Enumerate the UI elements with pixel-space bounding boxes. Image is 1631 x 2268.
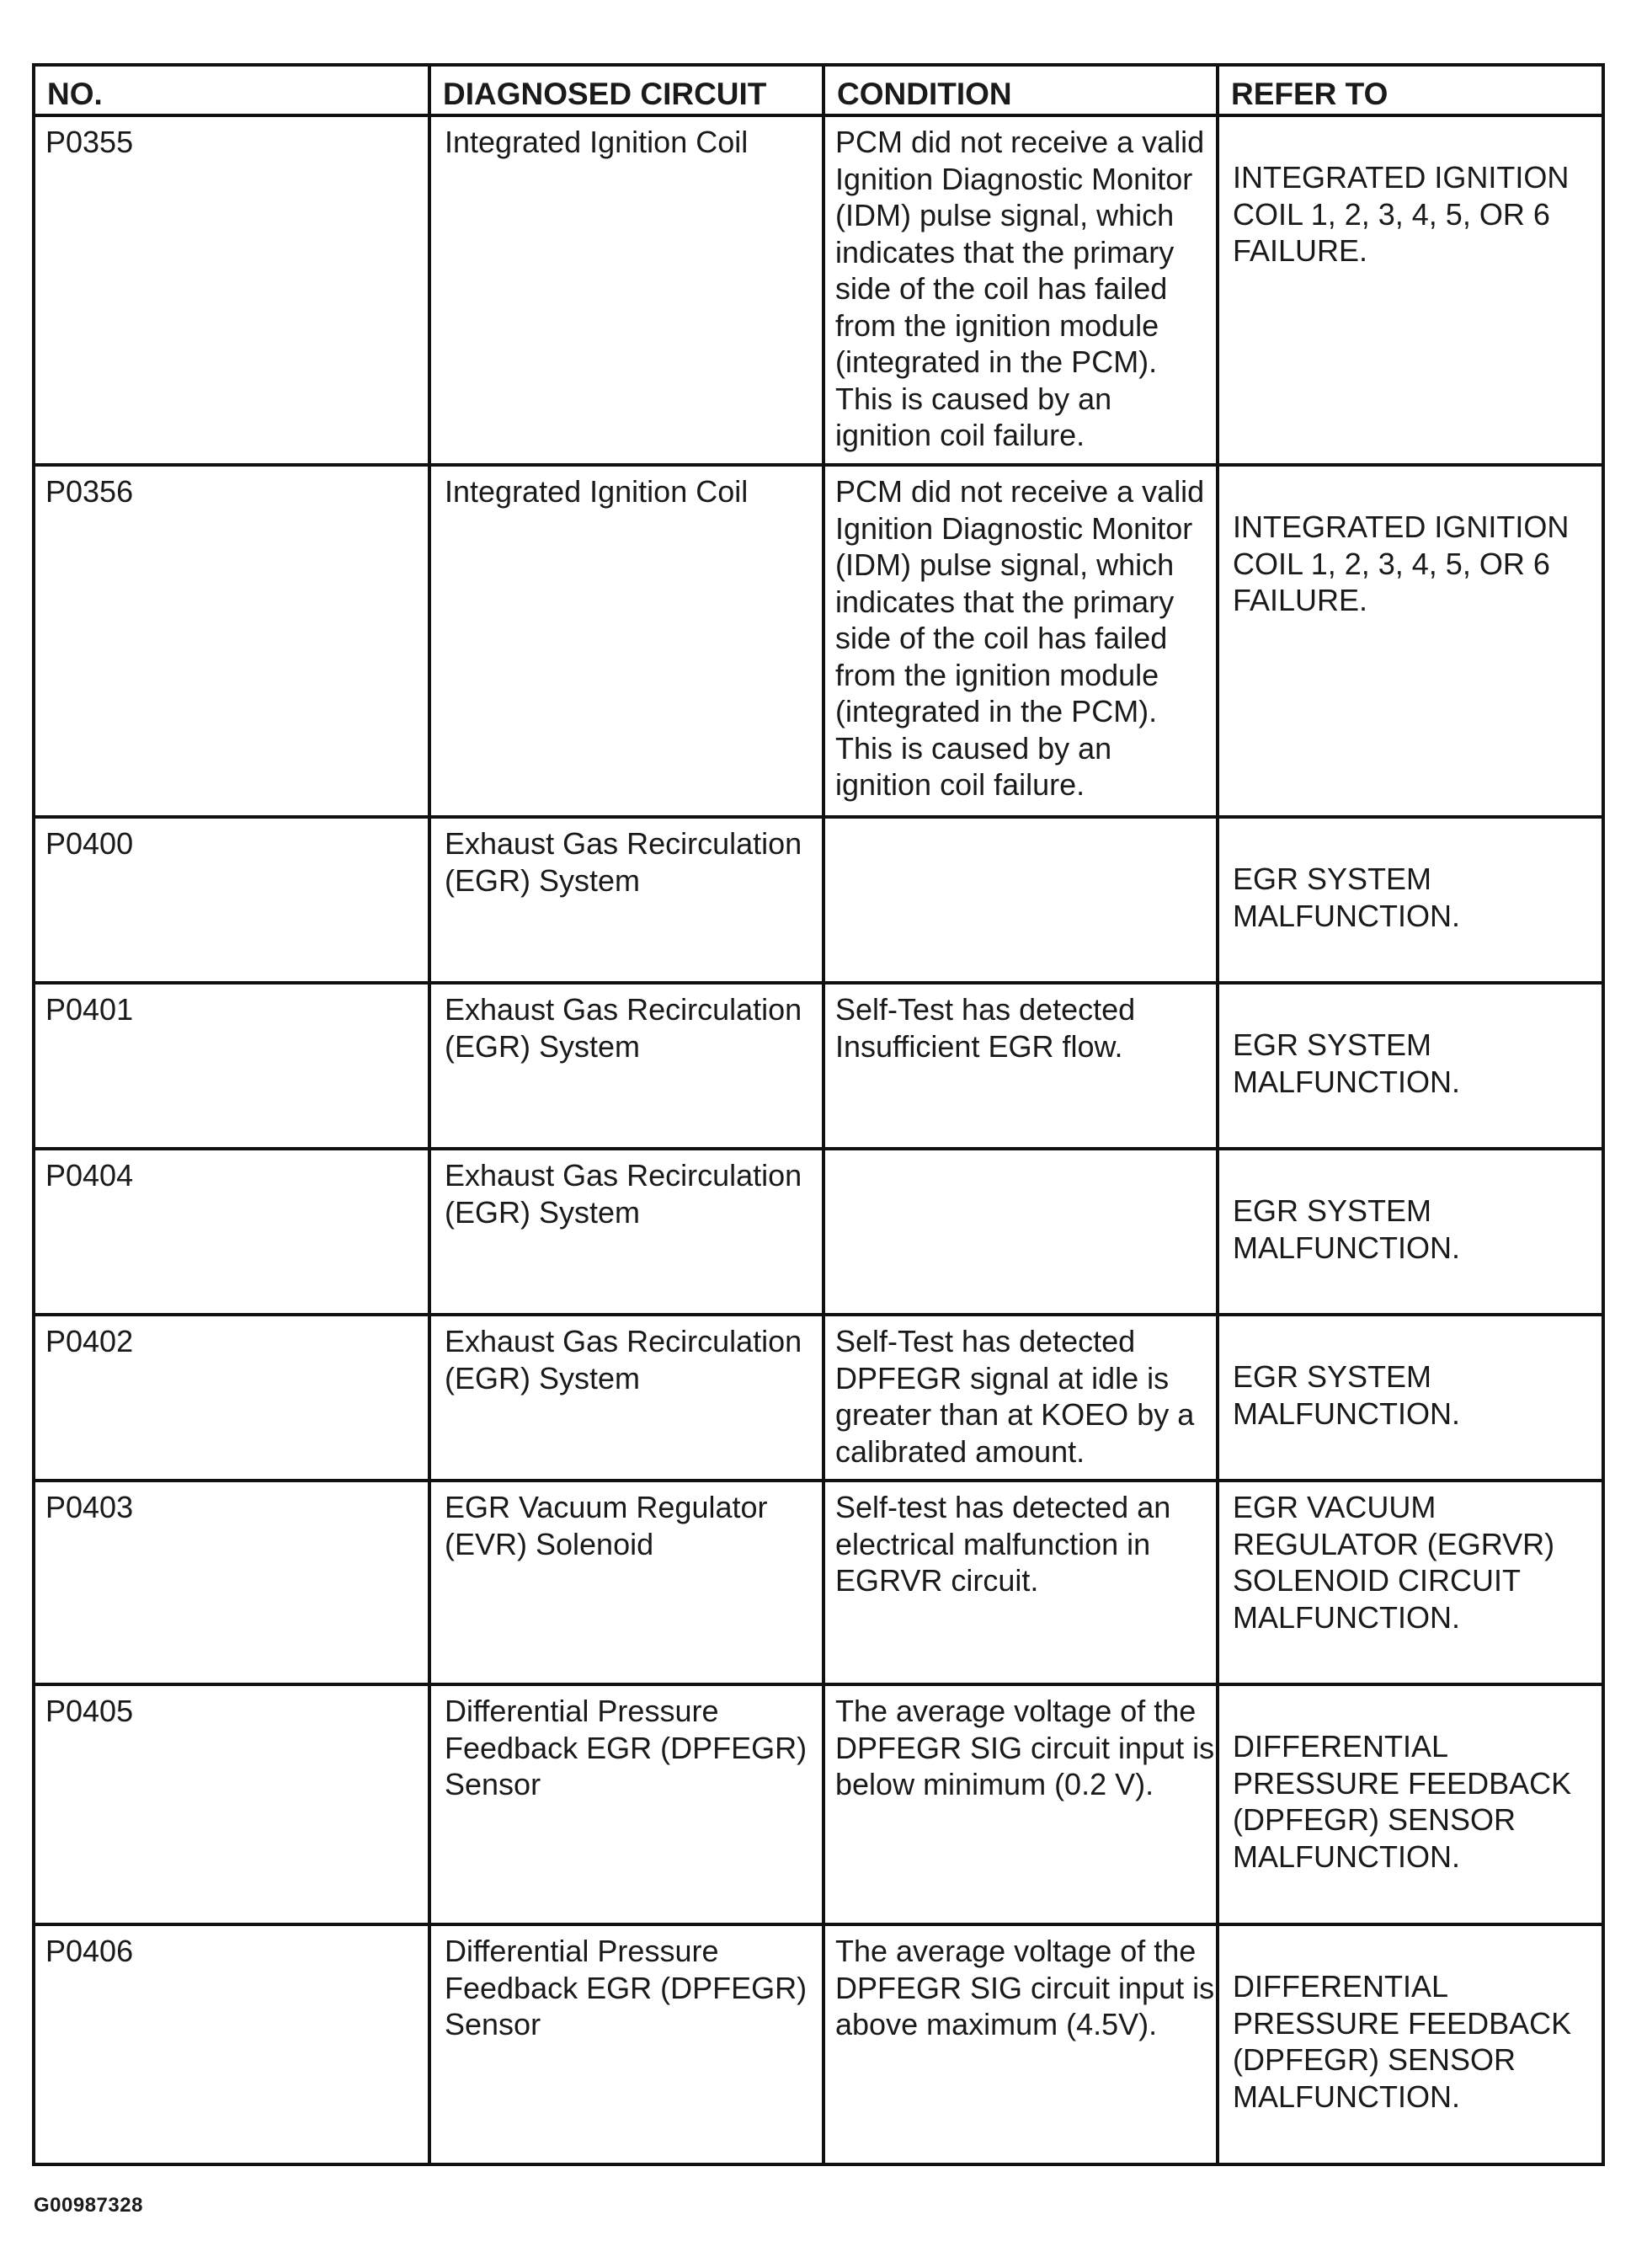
code-cell: P0355 bbox=[34, 115, 429, 465]
table-row bbox=[34, 1684, 1603, 1924]
code-cell: P0406 bbox=[34, 1924, 429, 2164]
refer-to-cell: EGR VACUUM REGULATOR (EGRVR) SOLENOID CIRCUIT MALFUNCTION. bbox=[1218, 1481, 1603, 1684]
refer-to-cell: EGR SYSTEM MALFUNCTION. bbox=[1218, 1149, 1603, 1315]
condition-cell: PCM did not receive a valid Ignition Diagnostic Monitor (IDM) pulse signal, which indicates that the primary side of the coil has failed from the ignition module (integrated in the PCM). This is caused by an ignition coil failure. bbox=[823, 115, 1218, 465]
condition-cell bbox=[823, 817, 1218, 983]
dtc-table bbox=[32, 63, 1605, 2166]
code-cell: P0404 bbox=[34, 1149, 429, 1315]
condition-cell: Self-test has detected an electrical malfunction in EGRVR circuit. bbox=[823, 1481, 1218, 1684]
code-cell: P0405 bbox=[34, 1684, 429, 1924]
condition-cell: The average voltage of the DPFEGR SIG circuit input is below minimum (0.2 V). bbox=[823, 1684, 1218, 1924]
table-row bbox=[34, 1149, 1603, 1315]
circuit-cell: Differential Pressure Feedback EGR (DPFEGR) Sensor bbox=[429, 1924, 823, 2164]
table-row bbox=[34, 983, 1603, 1149]
condition-cell: PCM did not receive a valid Ignition Diagnostic Monitor (IDM) pulse signal, which indicates that the primary side of the coil has failed from the ignition module (integrated in the PCM). This is caused by an ignition coil failure. bbox=[823, 465, 1218, 817]
code-cell: P0356 bbox=[34, 465, 429, 817]
table-row bbox=[34, 1481, 1603, 1684]
circuit-cell: Exhaust Gas Recirculation (EGR) System bbox=[429, 1315, 823, 1481]
code-cell: P0403 bbox=[34, 1481, 429, 1684]
header-diagnosed-circuit: DIAGNOSED CIRCUIT bbox=[429, 65, 823, 115]
code-cell: P0402 bbox=[34, 1315, 429, 1481]
header-condition: CONDITION bbox=[823, 65, 1218, 115]
header-no: NO. bbox=[34, 65, 429, 115]
circuit-cell: Exhaust Gas Recirculation (EGR) System bbox=[429, 983, 823, 1149]
code-cell: P0400 bbox=[34, 817, 429, 983]
circuit-cell: Exhaust Gas Recirculation (EGR) System bbox=[429, 1149, 823, 1315]
refer-to-cell: DIFFERENTIAL PRESSURE FEEDBACK (DPFEGR) SENSOR MALFUNCTION. bbox=[1218, 1684, 1603, 1924]
circuit-cell: Integrated Ignition Coil bbox=[429, 115, 823, 465]
condition-cell: The average voltage of the DPFEGR SIG circuit input is above maximum (4.5V). bbox=[823, 1924, 1218, 2164]
circuit-cell: EGR Vacuum Regulator (EVR) Solenoid bbox=[429, 1481, 823, 1684]
table-row bbox=[34, 115, 1603, 465]
refer-to-cell: INTEGRATED IGNITION COIL 1, 2, 3, 4, 5, OR 6 FAILURE. bbox=[1218, 465, 1603, 817]
code-cell: P0401 bbox=[34, 983, 429, 1149]
circuit-cell: Differential Pressure Feedback EGR (DPFEGR) Sensor bbox=[429, 1684, 823, 1924]
circuit-cell: Exhaust Gas Recirculation (EGR) System bbox=[429, 817, 823, 983]
table-row bbox=[34, 1315, 1603, 1481]
header-row bbox=[34, 65, 1603, 115]
refer-to-cell: DIFFERENTIAL PRESSURE FEEDBACK (DPFEGR) SENSOR MALFUNCTION. bbox=[1218, 1924, 1603, 2164]
refer-to-cell: EGR SYSTEM MALFUNCTION. bbox=[1218, 1315, 1603, 1481]
table-row bbox=[34, 1924, 1603, 2164]
table-row bbox=[34, 817, 1603, 983]
condition-cell: Self-Test has detected Insufficient EGR flow. bbox=[823, 983, 1218, 1149]
refer-to-cell: INTEGRATED IGNITION COIL 1, 2, 3, 4, 5, OR 6 FAILURE. bbox=[1218, 115, 1603, 465]
condition-cell bbox=[823, 1149, 1218, 1315]
header-refer-to: REFER TO bbox=[1218, 65, 1603, 115]
refer-to-cell: EGR SYSTEM MALFUNCTION. bbox=[1218, 817, 1603, 983]
refer-to-cell: EGR SYSTEM MALFUNCTION. bbox=[1218, 983, 1603, 1149]
condition-cell: Self-Test has detected DPFEGR signal at idle is greater than at KOEO by a calibrated amount. bbox=[823, 1315, 1218, 1481]
circuit-cell: Integrated Ignition Coil bbox=[429, 465, 823, 817]
table-row bbox=[34, 465, 1603, 817]
figure-id: G00987328 bbox=[34, 2194, 143, 2217]
